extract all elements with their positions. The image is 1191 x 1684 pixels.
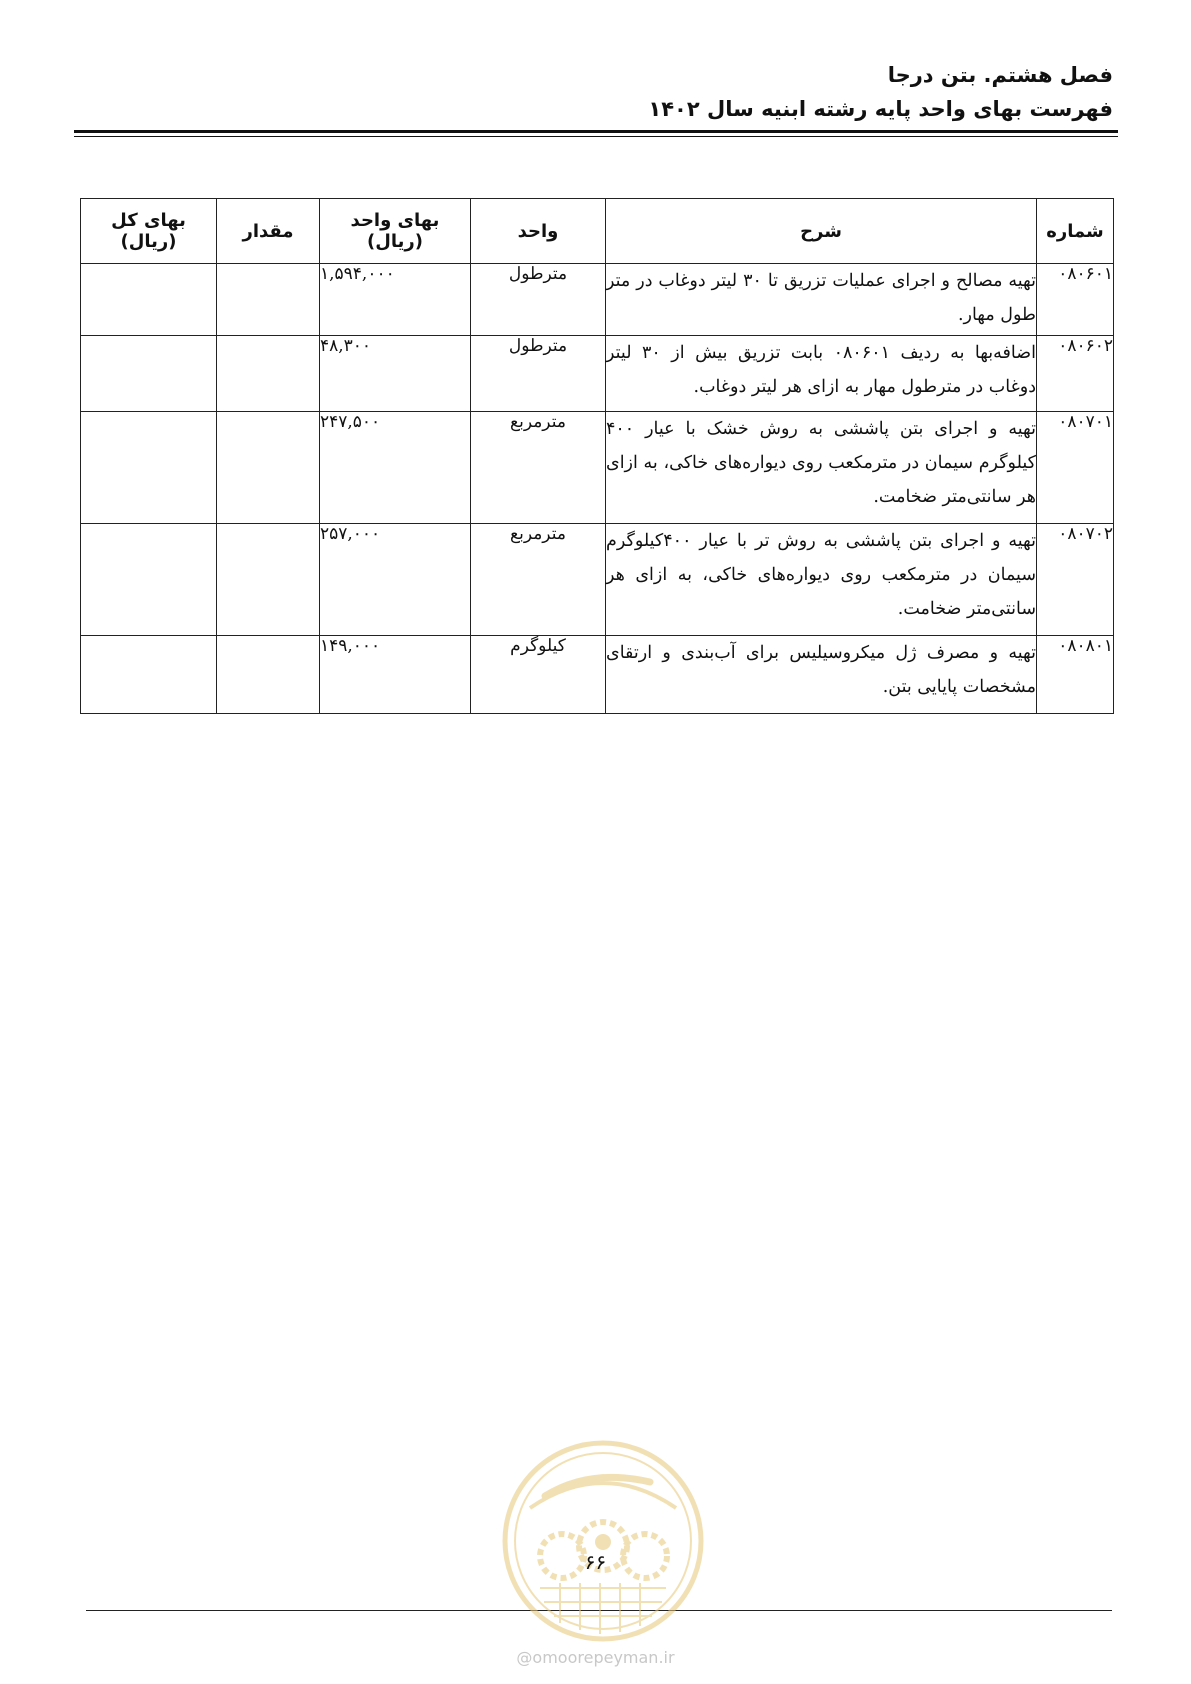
site-watermark: @omoorepeyman.ir <box>516 1648 675 1667</box>
chapter-title: فصل هشتم. بتن درجا <box>887 63 1113 87</box>
table-header-row <box>81 199 1114 264</box>
page-header <box>73 58 1113 126</box>
price-list-title: فهرست بهای واحد پایه رشته ابنیه سال ۱۴۰۲ <box>648 97 1113 121</box>
row-unit: مترمربع <box>471 524 606 636</box>
row-unit: کیلوگرم <box>471 636 606 714</box>
row-quantity <box>217 264 320 336</box>
row-total-price <box>81 524 217 636</box>
row-description: اضافه‌بها به ردیف ۰۸۰۶۰۱ بابت تزریق بیش از ۳۰ لیتر دوغاب در مترطول مهار به ازای هر لیتر دوغاب. <box>606 336 1037 412</box>
row-code: ۰۸۰۷۰۲ <box>1037 524 1114 636</box>
row-unit-price: ۴۸,۳۰۰ <box>320 336 471 412</box>
seal-logo <box>500 1438 706 1644</box>
row-code: ۰۸۰۷۰۱ <box>1037 412 1114 524</box>
column-header-total-price: بهای کل (ریال) <box>81 199 217 264</box>
row-quantity <box>217 336 320 412</box>
row-description: تهیه و اجرای بتن پاششی به روش تر با عیار ۴۰۰کیلوگرم سیمان در مترمکعب روی دیواره‌های خاکی، به ازای هر سانتی‌متر ضخامت. <box>606 524 1037 636</box>
row-unit-price: ۲۵۷,۰۰۰ <box>320 524 471 636</box>
table-row <box>81 264 1114 336</box>
row-unit: مترطول <box>471 264 606 336</box>
column-header-unit: واحد <box>471 199 606 264</box>
row-unit-price: ۲۴۷,۵۰۰ <box>320 412 471 524</box>
page-number: ۶۶ <box>584 1550 607 1574</box>
row-unit-price: ۱,۵۹۴,۰۰۰ <box>320 264 471 336</box>
row-unit: مترمربع <box>471 412 606 524</box>
row-code: ۰۸۰۶۰۱ <box>1037 264 1114 336</box>
row-total-price <box>81 336 217 412</box>
table-row <box>81 636 1114 714</box>
row-code: ۰۸۰۶۰۲ <box>1037 336 1114 412</box>
column-header-quantity: مقدار <box>217 199 320 264</box>
header-rule-thin <box>74 136 1118 137</box>
header-rule-thick <box>74 130 1118 133</box>
gear-seal-icon <box>500 1438 706 1644</box>
row-quantity <box>217 524 320 636</box>
row-description: تهیه مصالح و اجرای عملیات تزریق تا ۳۰ لیتر دوغاب در متر طول مهار. <box>606 264 1037 336</box>
row-total-price <box>81 264 217 336</box>
row-code: ۰۸۰۸۰۱ <box>1037 636 1114 714</box>
row-description: تهیه و اجرای بتن پاششی به روش خشک با عیار ۴۰۰ کیلوگرم سیمان در مترمکعب روی دیواره‌های خاکی، به ازای هر سانتی‌متر ضخامت. <box>606 412 1037 524</box>
row-quantity <box>217 636 320 714</box>
table-row <box>81 412 1114 524</box>
column-header-description: شرح <box>606 199 1037 264</box>
table-row <box>81 524 1114 636</box>
price-items-table <box>80 198 1114 714</box>
table-row <box>81 336 1114 412</box>
column-header-unit-price: بهای واحد (ریال) <box>320 199 471 264</box>
row-description: تهیه و مصرف ژل میکروسیلیس برای آب‌بندی و ارتقای مشخصات پایایی بتن. <box>606 636 1037 714</box>
row-total-price <box>81 636 217 714</box>
row-unit-price: ۱۴۹,۰۰۰ <box>320 636 471 714</box>
row-total-price <box>81 412 217 524</box>
row-unit: مترطول <box>471 336 606 412</box>
column-header-code: شماره <box>1037 199 1114 264</box>
row-quantity <box>217 412 320 524</box>
